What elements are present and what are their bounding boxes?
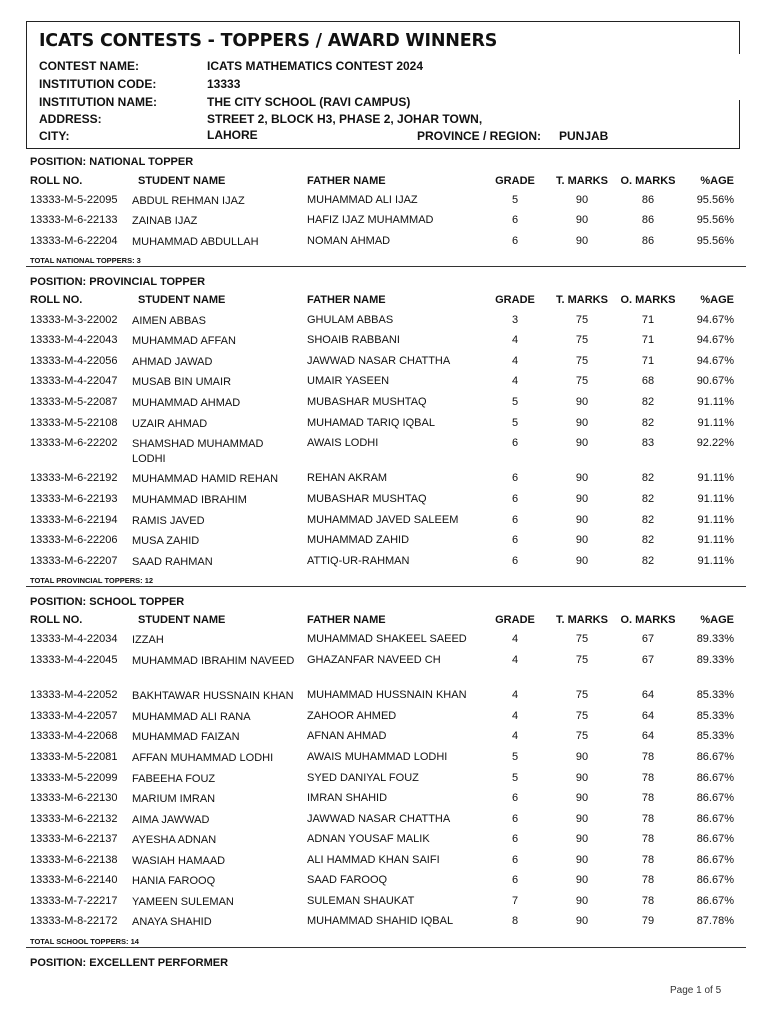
total-marks-cell: 90 <box>575 874 589 886</box>
obtained-marks-cell: 67 <box>641 654 655 666</box>
column-header-total-marks: T. MARKS <box>556 294 608 306</box>
institution-code-label: INSTITUTION CODE: <box>39 77 157 91</box>
roll-number-cell: 13333-M-4-22034 <box>30 633 118 645</box>
grade-cell: 6 <box>511 874 519 886</box>
grade-cell: 6 <box>511 833 519 845</box>
grade-cell: 6 <box>511 437 519 449</box>
grade-cell: 6 <box>511 792 519 804</box>
percentage-cell: 92.22% <box>696 437 734 449</box>
student-name-cell: FABEEHA FOUZ <box>132 773 216 785</box>
obtained-marks-cell: 86 <box>641 235 655 247</box>
column-header-father-name: FATHER NAME <box>307 614 386 626</box>
grade-cell: 6 <box>511 514 519 526</box>
percentage-cell: 89.33% <box>696 633 734 645</box>
percentage-cell: 89.33% <box>696 654 734 666</box>
percentage-cell: 86.67% <box>696 833 734 845</box>
father-name-cell: MUHAMMAD SHAKEEL SAEED <box>307 633 467 645</box>
grade-cell: 4 <box>511 633 519 645</box>
obtained-marks-cell: 82 <box>641 514 655 526</box>
obtained-marks-cell: 83 <box>641 437 655 449</box>
student-name-cell: HANIA FAROOQ <box>132 875 216 887</box>
father-name-cell: AWAIS MUHAMMAD LODHI <box>307 751 448 763</box>
column-header-roll-number: ROLL NO. <box>30 294 83 306</box>
grade-cell: 5 <box>511 417 519 429</box>
roll-number-cell: 13333-M-6-22138 <box>30 854 118 866</box>
column-header-father-name: FATHER NAME <box>307 175 386 187</box>
student-name-cell: ZAINAB IJAZ <box>132 215 198 227</box>
obtained-marks-cell: 68 <box>641 375 655 387</box>
percentage-cell: 86.67% <box>696 874 734 886</box>
roll-number-cell: 13333-M-7-22217 <box>30 895 118 907</box>
obtained-marks-cell: 78 <box>641 854 655 866</box>
grade-cell: 5 <box>511 751 519 763</box>
father-name-cell: MUHAMMAD ZAHID <box>307 534 410 546</box>
father-name-cell: JAWWAD NASAR CHATTHA <box>307 355 451 367</box>
section-total-provincial: TOTAL PROVINCIAL TOPPERS: 12 <box>30 576 154 585</box>
grade-cell: 7 <box>511 895 519 907</box>
total-marks-cell: 90 <box>575 772 589 784</box>
obtained-marks-cell: 82 <box>641 493 655 505</box>
obtained-marks-cell: 82 <box>641 472 655 484</box>
column-header-father-name: FATHER NAME <box>307 294 386 306</box>
obtained-marks-cell: 64 <box>641 710 655 722</box>
contest-name-label: CONTEST NAME: <box>39 59 139 73</box>
grade-cell: 6 <box>511 493 519 505</box>
student-name-cell: SAAD RAHMAN <box>132 556 213 568</box>
obtained-marks-cell: 82 <box>641 534 655 546</box>
total-marks-cell: 90 <box>575 235 589 247</box>
father-name-cell: MUHAMMAD JAVED SALEEM <box>307 514 459 526</box>
roll-number-cell: 13333-M-6-22137 <box>30 833 118 845</box>
student-name-cell: BAKHTAWAR HUSSNAIN KHAN <box>132 690 294 702</box>
student-name-cell: MUHAMMAD AHMAD <box>132 397 241 409</box>
total-marks-cell: 75 <box>575 654 589 666</box>
total-marks-cell: 75 <box>575 334 589 346</box>
grade-cell: 6 <box>511 214 519 226</box>
father-name-cell: ALI HAMMAD KHAN SAIFI <box>307 854 440 866</box>
column-header-obtained-marks: O. MARKS <box>620 175 676 187</box>
roll-number-cell: 13333-M-4-22047 <box>30 375 118 387</box>
student-name-cell: AHMAD JAWAD <box>132 356 213 368</box>
section-title-provincial: POSITION: PROVINCIAL TOPPER <box>30 276 206 288</box>
document-title: ICATS CONTESTS - TOPPERS / AWARD WINNERS <box>39 31 498 51</box>
total-marks-cell: 90 <box>575 437 589 449</box>
total-marks-cell: 90 <box>575 813 589 825</box>
grade-cell: 5 <box>511 396 519 408</box>
grade-cell: 6 <box>511 534 519 546</box>
obtained-marks-cell: 86 <box>641 194 655 206</box>
obtained-marks-cell: 71 <box>641 355 655 367</box>
percentage-cell: 91.11% <box>697 493 734 505</box>
section-total-national: TOTAL NATIONAL TOPPERS: 3 <box>30 256 141 265</box>
total-marks-cell: 90 <box>575 854 589 866</box>
grade-cell: 6 <box>511 813 519 825</box>
percentage-cell: 91.11% <box>697 396 734 408</box>
obtained-marks-cell: 79 <box>641 915 655 927</box>
column-header-student-name: STUDENT NAME <box>138 175 226 187</box>
province-value: PUNJAB <box>559 129 609 143</box>
father-name-cell: MUHAMMAD SHAHID IQBAL <box>307 915 454 927</box>
total-marks-cell: 75 <box>575 710 589 722</box>
total-marks-cell: 90 <box>575 792 589 804</box>
percentage-cell: 91.11% <box>697 534 734 546</box>
percentage-cell: 86.67% <box>696 772 734 784</box>
percentage-cell: 86.67% <box>696 751 734 763</box>
percentage-cell: 94.67% <box>696 355 734 367</box>
column-header-roll-number: ROLL NO. <box>30 175 83 187</box>
percentage-cell: 85.33% <box>696 710 734 722</box>
obtained-marks-cell: 78 <box>641 792 655 804</box>
grade-cell: 5 <box>511 772 519 784</box>
column-header-obtained-marks: O. MARKS <box>620 614 676 626</box>
column-header-obtained-marks: O. MARKS <box>620 294 676 306</box>
roll-number-cell: 13333-M-6-22202 <box>30 437 118 449</box>
student-name-cell: MUSA ZAHID <box>132 535 200 547</box>
percentage-cell: 94.67% <box>696 334 734 346</box>
student-name-cell: MUHAMMAD HAMID REHAN <box>132 473 279 485</box>
total-marks-cell: 90 <box>575 472 589 484</box>
roll-number-cell: 13333-M-5-22099 <box>30 772 118 784</box>
obtained-marks-cell: 67 <box>641 633 655 645</box>
percentage-cell: 86.67% <box>696 854 734 866</box>
roll-number-cell: 13333-M-5-22095 <box>30 194 118 206</box>
section-divider <box>26 586 746 587</box>
roll-number-cell: 13333-M-4-22052 <box>30 689 118 701</box>
student-name-cell: MUHAMMAD IBRAHIM NAVEED <box>132 655 295 667</box>
total-marks-cell: 75 <box>575 730 589 742</box>
roll-number-cell: 13333-M-6-22193 <box>30 493 118 505</box>
percentage-cell: 91.11% <box>697 417 734 429</box>
student-name-cell: AFFAN MUHAMMAD LODHI <box>132 752 274 764</box>
percentage-cell: 95.56% <box>696 235 734 247</box>
address-value: STREET 2, BLOCK H3, PHASE 2, JOHAR TOWN, <box>207 112 483 126</box>
obtained-marks-cell: 71 <box>641 334 655 346</box>
student-name-cell: MARIUM IMRAN <box>132 793 216 805</box>
student-name-cell: MUHAMMAD IBRAHIM <box>132 494 247 506</box>
roll-number-cell: 13333-M-6-22140 <box>30 874 118 886</box>
percentage-cell: 85.33% <box>696 689 734 701</box>
roll-number-cell: 13333-M-6-22192 <box>30 472 118 484</box>
total-marks-cell: 90 <box>575 417 589 429</box>
column-header-roll-number: ROLL NO. <box>30 614 83 626</box>
student-name-cell: MUSAB BIN UMAIR <box>132 376 232 388</box>
student-name-cell: AYESHA ADNAN <box>132 834 217 846</box>
roll-number-cell: 13333-M-4-22068 <box>30 730 118 742</box>
obtained-marks-cell: 86 <box>641 214 655 226</box>
header-box <box>26 21 740 149</box>
percentage-cell: 95.56% <box>696 214 734 226</box>
student-name-cell: MUHAMMAD FAIZAN <box>132 731 240 743</box>
column-header-percentage: %AGE <box>700 175 734 187</box>
province-label: PROVINCE / REGION: <box>417 129 542 143</box>
father-name-cell: SULEMAN SHAUKAT <box>307 895 415 907</box>
roll-number-cell: 13333-M-6-22206 <box>30 534 118 546</box>
institution-name-label: INSTITUTION NAME: <box>39 95 157 109</box>
roll-number-cell: 13333-M-6-22133 <box>30 214 118 226</box>
roll-number-cell: 13333-M-3-22002 <box>30 314 118 326</box>
roll-number-cell: 13333-M-5-22087 <box>30 396 118 408</box>
total-marks-cell: 90 <box>575 555 589 567</box>
student-name-cell: ANAYA SHAHID <box>132 916 212 928</box>
grade-cell: 6 <box>511 854 519 866</box>
percentage-cell: 91.11% <box>697 555 734 567</box>
father-name-cell: MUHAMMAD HUSSNAIN KHAN <box>307 689 467 701</box>
total-marks-cell: 75 <box>575 689 589 701</box>
student-name-cell: AIMEN ABBAS <box>132 315 206 327</box>
grade-cell: 3 <box>511 314 519 326</box>
total-marks-cell: 90 <box>575 396 589 408</box>
student-name-cell: YAMEEN SULEMAN <box>132 896 234 908</box>
total-marks-cell: 75 <box>575 355 589 367</box>
contest-name-value: ICATS MATHEMATICS CONTEST 2024 <box>207 59 424 73</box>
obtained-marks-cell: 82 <box>641 396 655 408</box>
father-name-cell: SYED DANIYAL FOUZ <box>307 772 419 784</box>
institution-code-value: 13333 <box>207 77 241 91</box>
father-name-cell: HAFIZ IJAZ MUHAMMAD <box>307 214 434 226</box>
father-name-cell: GHAZANFAR NAVEED CH <box>307 654 441 666</box>
total-marks-cell: 90 <box>575 915 589 927</box>
grade-cell: 5 <box>511 194 519 206</box>
percentage-cell: 86.67% <box>696 813 734 825</box>
obtained-marks-cell: 78 <box>641 813 655 825</box>
percentage-cell: 86.67% <box>696 895 734 907</box>
percentage-cell: 86.67% <box>696 792 734 804</box>
father-name-cell: ATTIQ-UR-RAHMAN <box>307 555 410 567</box>
student-name-cell: RAMIS JAVED <box>132 515 205 527</box>
roll-number-cell: 13333-M-6-22194 <box>30 514 118 526</box>
total-marks-cell: 90 <box>575 534 589 546</box>
obtained-marks-cell: 78 <box>641 751 655 763</box>
obtained-marks-cell: 82 <box>641 417 655 429</box>
column-header-percentage: %AGE <box>700 294 734 306</box>
student-name-cell: UZAIR AHMAD <box>132 418 208 430</box>
percentage-cell: 85.33% <box>696 730 734 742</box>
grade-cell: 6 <box>511 472 519 484</box>
grade-cell: 4 <box>511 375 519 387</box>
grade-cell: 8 <box>511 915 519 927</box>
student-name-cell: ABDUL REHMAN IJAZ <box>132 195 245 207</box>
total-marks-cell: 90 <box>575 493 589 505</box>
section-total-school: TOTAL SCHOOL TOPPERS: 14 <box>30 937 139 946</box>
column-header-total-marks: T. MARKS <box>556 175 608 187</box>
total-marks-cell: 90 <box>575 833 589 845</box>
percentage-cell: 87.78% <box>696 915 734 927</box>
roll-number-cell: 13333-M-6-22132 <box>30 813 118 825</box>
roll-number-cell: 13333-M-4-22045 <box>30 654 118 666</box>
column-header-percentage: %AGE <box>700 614 734 626</box>
obtained-marks-cell: 64 <box>641 689 655 701</box>
city-value: LAHORE <box>207 128 258 142</box>
roll-number-cell: 13333-M-6-22207 <box>30 555 118 567</box>
roll-number-cell: 13333-M-6-22130 <box>30 792 118 804</box>
obtained-marks-cell: 78 <box>641 833 655 845</box>
father-name-cell: MUBASHAR MUSHTAQ <box>307 396 427 408</box>
column-header-grade: GRADE <box>495 294 535 306</box>
roll-number-cell: 13333-M-5-22081 <box>30 751 118 763</box>
page-number: Page 1 of 5 <box>670 985 722 996</box>
father-name-cell: JAWWAD NASAR CHATTHA <box>307 813 451 825</box>
percentage-cell: 94.67% <box>696 314 734 326</box>
father-name-cell: MUHAMAD TARIQ IQBAL <box>307 417 435 429</box>
obtained-marks-cell: 78 <box>641 772 655 784</box>
obtained-marks-cell: 78 <box>641 874 655 886</box>
father-name-cell: NOMAN AHMAD <box>307 235 391 247</box>
total-marks-cell: 90 <box>575 514 589 526</box>
obtained-marks-cell: 78 <box>641 895 655 907</box>
student-name-cell: WASIAH HAMAAD <box>132 855 226 867</box>
obtained-marks-cell: 64 <box>641 730 655 742</box>
father-name-cell: MUBASHAR MUSHTAQ <box>307 493 427 505</box>
father-name-cell: ADNAN YOUSAF MALIK <box>307 833 430 845</box>
address-label: ADDRESS: <box>39 112 102 126</box>
column-header-student-name: STUDENT NAME <box>138 294 226 306</box>
grade-cell: 4 <box>511 355 519 367</box>
father-name-cell: REHAN AKRAM <box>307 472 388 484</box>
section-divider <box>26 266 746 267</box>
roll-number-cell: 13333-M-4-22057 <box>30 710 118 722</box>
city-label: CITY: <box>39 129 70 143</box>
section-title-school: POSITION: SCHOOL TOPPER <box>30 596 185 608</box>
percentage-cell: 90.67% <box>696 375 734 387</box>
total-marks-cell: 90 <box>575 214 589 226</box>
column-header-student-name: STUDENT NAME <box>138 614 226 626</box>
father-name-cell: IMRAN SHAHID <box>307 792 388 804</box>
section-title-excellent: POSITION: EXCELLENT PERFORMER <box>30 957 229 969</box>
grade-cell: 4 <box>511 654 519 666</box>
total-marks-cell: 75 <box>575 314 589 326</box>
father-name-cell: MUHAMMAD ALI IJAZ <box>307 194 418 206</box>
roll-number-cell: 13333-M-4-22043 <box>30 334 118 346</box>
grade-cell: 4 <box>511 689 519 701</box>
father-name-cell: SAAD FAROOQ <box>307 874 388 886</box>
column-header-grade: GRADE <box>495 614 535 626</box>
column-header-grade: GRADE <box>495 175 535 187</box>
percentage-cell: 91.11% <box>697 472 734 484</box>
section-title-national: POSITION: NATIONAL TOPPER <box>30 156 194 168</box>
column-header-total-marks: T. MARKS <box>556 614 608 626</box>
section-divider <box>26 947 746 948</box>
total-marks-cell: 90 <box>575 751 589 763</box>
roll-number-cell: 13333-M-5-22108 <box>30 417 118 429</box>
roll-number-cell: 13333-M-4-22056 <box>30 355 118 367</box>
grade-cell: 4 <box>511 730 519 742</box>
institution-name-value: THE CITY SCHOOL (RAVI CAMPUS) <box>207 95 411 109</box>
father-name-cell: UMAIR YASEEN <box>307 375 390 387</box>
grade-cell: 6 <box>511 235 519 247</box>
grade-cell: 4 <box>511 334 519 346</box>
obtained-marks-cell: 71 <box>641 314 655 326</box>
percentage-cell: 95.56% <box>696 194 734 206</box>
student-name-cell: MUHAMMAD ABDULLAH <box>132 236 259 248</box>
father-name-cell: AFNAN AHMAD <box>307 730 387 742</box>
roll-number-cell: 13333-M-6-22204 <box>30 235 118 247</box>
obtained-marks-cell: 82 <box>641 555 655 567</box>
total-marks-cell: 75 <box>575 375 589 387</box>
roll-number-cell: 13333-M-8-22172 <box>30 915 118 927</box>
father-name-cell: ZAHOOR AHMED <box>307 710 397 722</box>
total-marks-cell: 90 <box>575 194 589 206</box>
student-name-cell: MUHAMMAD ALI RANA <box>132 711 251 723</box>
grade-cell: 4 <box>511 710 519 722</box>
student-name-cell: AIMA JAWWAD <box>132 814 210 826</box>
student-name-cell: MUHAMMAD AFFAN <box>132 335 236 347</box>
total-marks-cell: 75 <box>575 633 589 645</box>
father-name-cell: SHOAIB RABBANI <box>307 334 400 346</box>
grade-cell: 6 <box>511 555 519 567</box>
total-marks-cell: 90 <box>575 895 589 907</box>
student-name-cell: SHAMSHAD MUHAMMAD LODHI <box>132 438 264 465</box>
father-name-cell: GHULAM ABBAS <box>307 314 394 326</box>
student-name-cell: IZZAH <box>132 634 164 646</box>
father-name-cell: AWAIS LODHI <box>307 437 379 449</box>
percentage-cell: 91.11% <box>697 514 734 526</box>
